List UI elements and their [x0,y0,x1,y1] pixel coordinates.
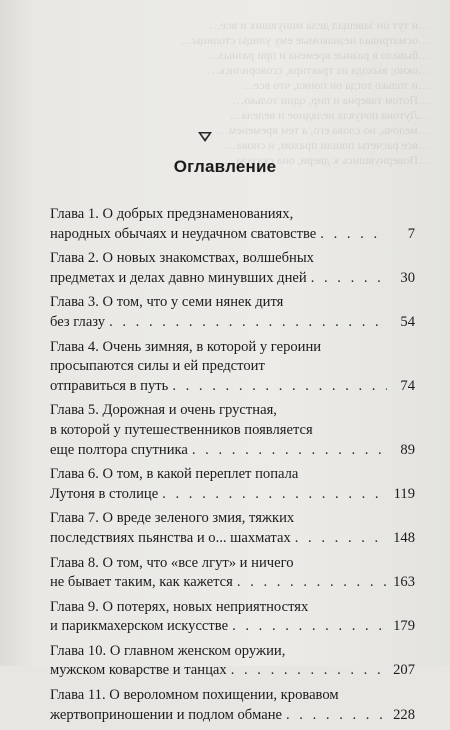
toc-entry-title-line: без глазу [50,313,106,330]
page-number: 30 [400,269,415,286]
page-number: 119 [393,485,415,502]
toc-entry-title-line: не бывает таким, как кажется [50,574,233,591]
toc-entry[interactable] [50,509,415,548]
toc-entry-title-line: Лутоня в столице [50,485,159,502]
dot-leader [286,706,387,726]
toc-entry-title-line: мужском коварстве и танцах [50,662,227,679]
dot-leader [232,617,387,637]
toc-entry-title-line: еще полтора спутника [50,441,188,458]
toc-entry[interactable] [50,338,415,397]
page-number: 7 [407,225,415,242]
toc-entry-title-line: Глава 3. О том, что у семи нянек дитя [50,294,284,311]
toc-entry[interactable] [50,205,415,244]
toc-entry-title-line: предметах и делах давно минувших дней [50,269,307,286]
dot-leader [311,269,387,289]
bleed-through-line: …бывало в разные времена и при разных… [205,48,430,62]
toc-entry-title-line: в которой у путешественников появляется [50,421,313,438]
bleed-through-line: …мелочь, но слова его, а тем временем… [216,123,430,137]
toc-entry[interactable] [50,642,415,681]
dot-leader [320,225,387,245]
toc-entry[interactable] [50,554,415,593]
fleuron-icon [197,131,213,143]
toc-entry-title-line: Глава 7. О вреде зеленого змия, тяжких [50,510,295,527]
page-number: 54 [400,313,415,330]
toc-entry[interactable] [50,401,415,460]
toc-entry-title-line: Глава 10. О главном женском оружии, [50,642,286,659]
dot-leader [295,529,387,549]
page-number: 89 [400,441,415,458]
bleed-through-line: …Лутона почуяла неладное и велела… [229,108,430,122]
toc-entry[interactable] [50,465,415,504]
toc-entry-title-line: Глава 5. Дорожная и очень грустная, [50,402,277,419]
toc-entry-title-line: просыпаются силы и ей предстоит [50,358,265,375]
bleed-through-line: …и тут он завещал дела минувших и все… [208,18,430,32]
toc-entry[interactable] [50,249,415,288]
bleed-through-line: …Повернувшись к двери, она сказала… [224,153,430,167]
page-number: 207 [393,662,415,679]
toc-entry-title-line: Глава 2. О новых знакомствах, волшебных [50,250,314,267]
page-number: 74 [400,377,415,394]
bleed-through-line: …окно; выходя из трактира, сговорились… [207,63,430,77]
bleed-through-line: …Потом таверна и пир, одни только… [232,93,430,107]
toc-entry[interactable] [50,293,415,332]
page-number: 228 [393,706,415,723]
toc-entry[interactable] [50,686,415,725]
toc-entry-title-line: последствиях пьянства и о... шахматах [50,529,291,546]
page-number: 148 [393,529,415,546]
dot-leader [231,661,387,681]
bleed-through-line: …осматривал незнакомые ему улицы столицы… [180,33,430,47]
dot-leader [237,573,387,593]
toc-entry[interactable] [50,598,415,637]
dot-leader [109,313,387,333]
page-title: Оглавление [173,157,277,176]
page-number: 163 [393,574,415,591]
toc-entry-title-line: Глава 1. О добрых предзнаменованиях, [50,206,294,222]
toc-entry-title-line: отправиться в путь [50,377,169,394]
toc-entry-title-line: Глава 11. О вероломном похищении, кровавом [50,687,339,704]
toc-entry-title-line: народных обычаях и неудачном сватовстве [50,225,317,242]
dot-leader [162,485,387,505]
dot-leader [192,441,387,461]
bleed-through-text [40,18,430,168]
toc-entry-title-line: Глава 9. О потерях, новых неприятностях [50,598,309,615]
toc-entry-title-line: Глава 8. О том, что «все лгут» и ничего [50,554,294,571]
toc-entry-title-line: Глава 6. О том, в какой переплет попала [50,466,299,483]
page-number: 179 [393,618,415,635]
toc-entry-title-line: жертвоприношении и подлом обмане [50,706,282,723]
dot-leader [172,377,387,397]
table-of-contents [50,205,415,730]
bleed-through-line: …все расчеты пошли прахом, и снова… [224,138,430,152]
toc-entry-title-line: и парикмахерском искусстве [50,618,229,635]
bleed-through-line: …и только тогда он понял, что все… [241,78,430,92]
toc-entry-title-line: Глава 4. Очень зимняя, в которой у героини [50,338,322,355]
